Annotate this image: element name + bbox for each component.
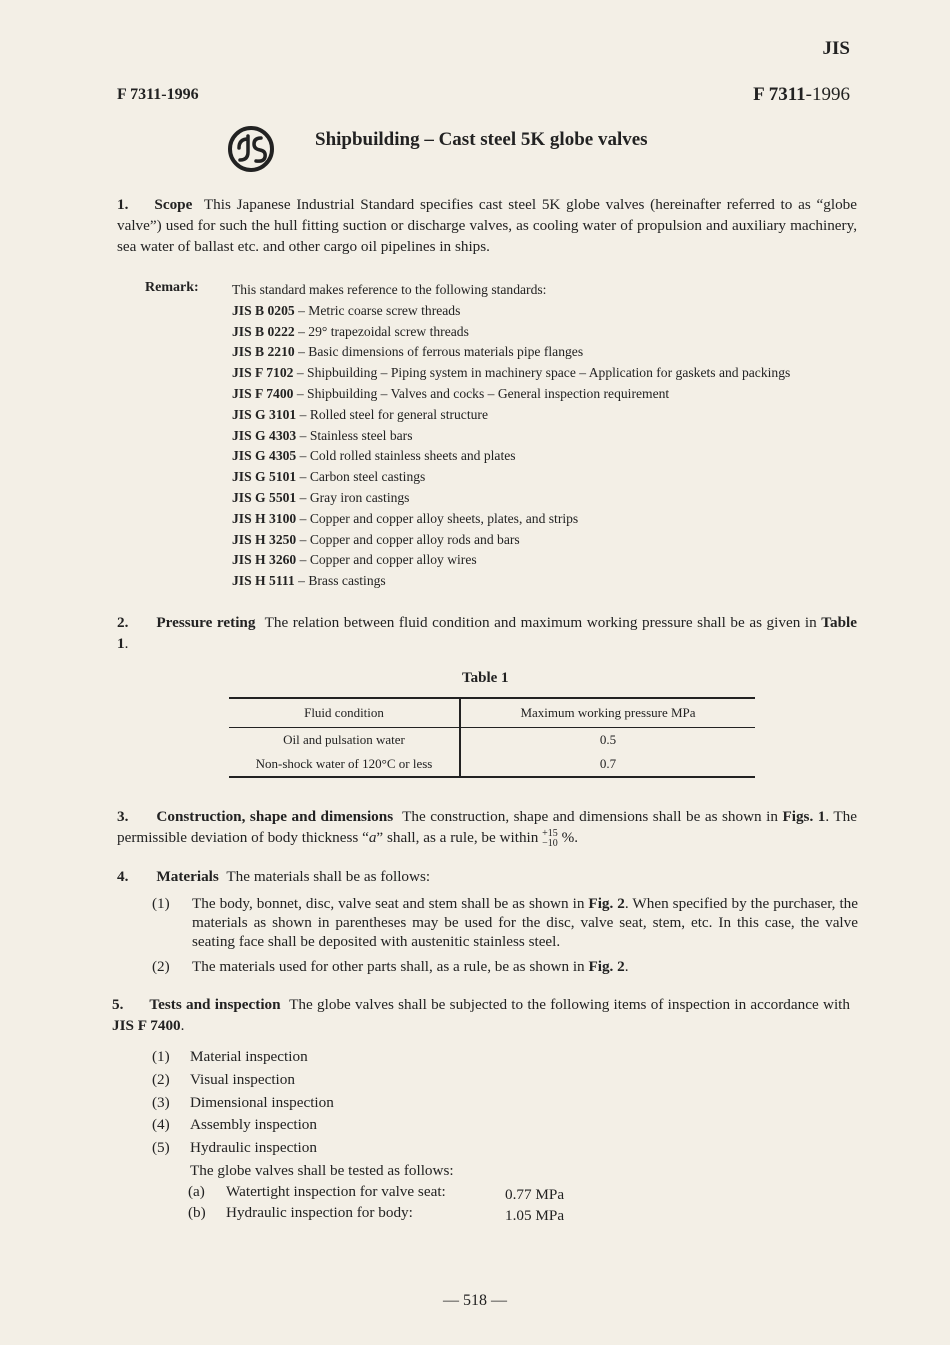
- tolerance-upper: +15: [542, 827, 558, 839]
- reference-title: – Stainless steel bars: [296, 427, 413, 443]
- item-number: (2): [152, 1070, 170, 1088]
- reference-item: [232, 405, 790, 426]
- section-heading: Pressure reting: [156, 614, 256, 631]
- standard-code: F 7311: [753, 84, 806, 105]
- variable: a: [368, 829, 377, 846]
- list-item: [152, 1114, 334, 1137]
- section-heading: Scope: [154, 196, 193, 213]
- section-heading: Materials: [156, 868, 219, 885]
- section-materials: [117, 866, 857, 887]
- reference-code: JIS G 3101: [232, 406, 297, 422]
- item-text-part: . When specified by the purchaser, the materials as shown in parentheses may be used for the disc, valve seat, stem, etc. In this case, the valve seating face shall be deposited with austenitic stainless steel.: [192, 895, 859, 950]
- inspection-list: [152, 1046, 334, 1160]
- section-text: ” shall, as a rule, be within: [376, 829, 543, 846]
- pressure-table: [229, 697, 755, 778]
- table-reference: Table 1: [117, 614, 858, 652]
- reference-item: [232, 426, 790, 447]
- remark-intro: This standard makes reference to the following standards:: [232, 282, 547, 297]
- reference-item: [232, 363, 790, 384]
- reference-code: JIS H 3250: [232, 531, 297, 547]
- material-item: [152, 894, 858, 951]
- item-text-part: The materials used for other parts shall, as a rule, be as shown in: [192, 958, 589, 975]
- section-number: 4.: [117, 868, 129, 885]
- section-text-end: .: [180, 1017, 185, 1034]
- reference-item: [232, 446, 790, 467]
- section-heading: Construction, shape and dimensions: [156, 808, 394, 825]
- table-cell: 0.7: [460, 752, 755, 777]
- reference-item: [232, 488, 790, 509]
- reference-item: [232, 384, 790, 405]
- hydraulic-intro: The globe valves shall be tested as follows:: [190, 1162, 454, 1179]
- item-text-part: The body, bonnet, disc, valve seat and stem shall be as shown in: [192, 895, 589, 912]
- reference-title: – Gray iron castings: [296, 489, 410, 505]
- reference-title: – Copper and copper alloy sheets, plates, and strips: [296, 510, 579, 526]
- section-text: The materials shall be as follows:: [226, 868, 431, 885]
- reference-title: – Copper and copper alloy rods and bars: [296, 531, 520, 547]
- table-caption: Table 1: [462, 670, 509, 686]
- reference-code: JIS G 5101: [232, 469, 297, 485]
- material-item: [152, 956, 858, 977]
- column-header: Fluid condition: [229, 698, 460, 728]
- tolerance: [542, 829, 558, 849]
- item-text: Material inspection: [190, 1048, 308, 1065]
- test-number: (a): [188, 1183, 205, 1200]
- reference-code: JIS B 0222: [232, 323, 295, 339]
- reference-code: JIS G 5501: [232, 489, 297, 505]
- reference-code: JIS H 3260: [232, 552, 297, 568]
- section-pressure: [117, 612, 857, 654]
- table-header-row: [229, 698, 755, 728]
- section-heading: Tests and inspection: [149, 996, 281, 1013]
- reference-item: [232, 301, 790, 322]
- table-cell: Non-shock water of 120°C or less: [229, 752, 460, 777]
- reference-code: JIS H 5111: [232, 573, 295, 589]
- column-header: Maximum working pressure MPa: [460, 698, 755, 728]
- standard-number-left: [117, 86, 199, 104]
- figure-reference: Figs. 1: [782, 808, 826, 825]
- standard-year: -1996: [805, 84, 850, 105]
- section-number: 1.: [117, 196, 129, 213]
- item-number: (4): [152, 1116, 170, 1134]
- section-text: . The permissible deviation of body thickness “: [117, 808, 857, 846]
- item-number: (3): [152, 1093, 170, 1111]
- remark-list: [232, 280, 790, 592]
- reference-item: [232, 467, 790, 488]
- reference-item: [232, 530, 790, 551]
- item-text: Hydraulic inspection: [190, 1139, 317, 1157]
- item-text: [192, 956, 858, 977]
- reference-item: [232, 509, 790, 530]
- reference-code: JIS F 7102: [232, 365, 294, 381]
- item-number: (2): [152, 958, 170, 975]
- figure-reference: Fig. 2: [588, 958, 625, 975]
- table-row: [229, 752, 755, 777]
- tolerance-lower: −10: [542, 837, 558, 849]
- section-text: This Japanese Industrial Standard specifies cast steel 5K globe valves (hereinafter referred to as “globe valve”) used for such the hull fitting suction or discharge valves, as cooling water of propulsion and auxiliary machinery, sea water of ballast etc. and other cargo oil pipelines in ships.: [117, 196, 857, 255]
- section-number: 2.: [117, 614, 129, 631]
- test-row: [188, 1202, 413, 1223]
- section-text: The relation between fluid condition and maximum working pressure shall be as given in: [264, 614, 822, 631]
- reference-code: JIS H 3100: [232, 510, 297, 526]
- reference-title: – Cold rolled stainless sheets and plates: [296, 448, 516, 464]
- reference-item: [232, 322, 790, 343]
- table-cell: 0.5: [599, 732, 617, 747]
- item-text: Assembly inspection: [190, 1116, 317, 1134]
- reference-code: JIS F 7400: [232, 385, 294, 401]
- item-number: (1): [152, 1048, 170, 1065]
- test-row: [188, 1181, 446, 1202]
- jis-mark: JIS: [822, 38, 850, 59]
- test-text: Hydraulic inspection for body:: [226, 1204, 413, 1221]
- reference-item: [232, 342, 790, 363]
- section-number: 3.: [117, 808, 129, 825]
- section-text-end: .: [124, 635, 129, 652]
- reference-title: – 29° trapezoidal screw threads: [294, 323, 469, 339]
- item-text: [192, 894, 858, 951]
- test-text: Watertight inspection for valve seat:: [226, 1183, 446, 1200]
- list-item: [152, 1137, 334, 1160]
- reference-title: – Metric coarse screw threads: [294, 302, 461, 318]
- remark-label: Remark:: [145, 280, 199, 295]
- list-item: [152, 1092, 334, 1115]
- test-value: 1.05 MPa: [505, 1207, 565, 1224]
- jis-logo-icon: [225, 124, 277, 174]
- reference-code: JIS G 4303: [232, 427, 297, 443]
- list-item: [152, 1046, 334, 1069]
- reference-code: JIS B 2210: [232, 344, 295, 360]
- item-number: (5): [152, 1139, 170, 1157]
- reference-title: – Shipbuilding – Piping system in machinery space – Application for gaskets and packings: [293, 365, 791, 381]
- reference-title: – Basic dimensions of ferrous materials pipe flanges: [294, 344, 584, 360]
- section-construction: [117, 806, 857, 849]
- section-text: The construction, shape and dimensions shall be as shown in: [402, 808, 783, 825]
- item-text: Dimensional inspection: [190, 1093, 334, 1111]
- figure-reference: Fig. 2: [588, 895, 625, 912]
- table-row: [229, 728, 755, 753]
- reference-title: – Brass castings: [294, 573, 386, 589]
- item-number: (1): [152, 895, 170, 912]
- standard-number-left-text: F 7311-1996: [117, 86, 199, 103]
- item-text-part: .: [624, 958, 629, 975]
- test-number: (b): [188, 1204, 206, 1221]
- reference-item: [232, 550, 790, 571]
- reference-title: – Copper and copper alloy wires: [296, 552, 477, 568]
- section-number: 5.: [112, 996, 124, 1013]
- table-cell: Oil and pulsation water: [229, 728, 460, 753]
- reference-title: – Rolled steel for general structure: [296, 406, 488, 422]
- list-item: [152, 1069, 334, 1092]
- reference-code: JIS B 0205: [232, 302, 295, 318]
- reference-title: – Shipbuilding – Valves and cocks – General inspection requirement: [293, 385, 670, 401]
- section-text: The globe valves shall be subjected to the following items of inspection in accordance with: [289, 996, 850, 1013]
- item-text: Visual inspection: [190, 1070, 295, 1088]
- reference-title: – Carbon steel castings: [296, 469, 426, 485]
- section-text: %.: [557, 829, 579, 846]
- document-title: Shipbuilding – Cast steel 5K globe valves: [315, 129, 648, 150]
- reference-item: [232, 571, 790, 592]
- standard-reference: JIS F 7400: [112, 1017, 181, 1034]
- section-tests: [112, 994, 850, 1036]
- section-scope: [117, 194, 857, 257]
- reference-code: JIS G 4305: [232, 448, 297, 464]
- test-value: 0.77 MPa: [505, 1186, 565, 1203]
- standard-number-right: [753, 84, 850, 106]
- page-number: — 518 —: [443, 1292, 507, 1309]
